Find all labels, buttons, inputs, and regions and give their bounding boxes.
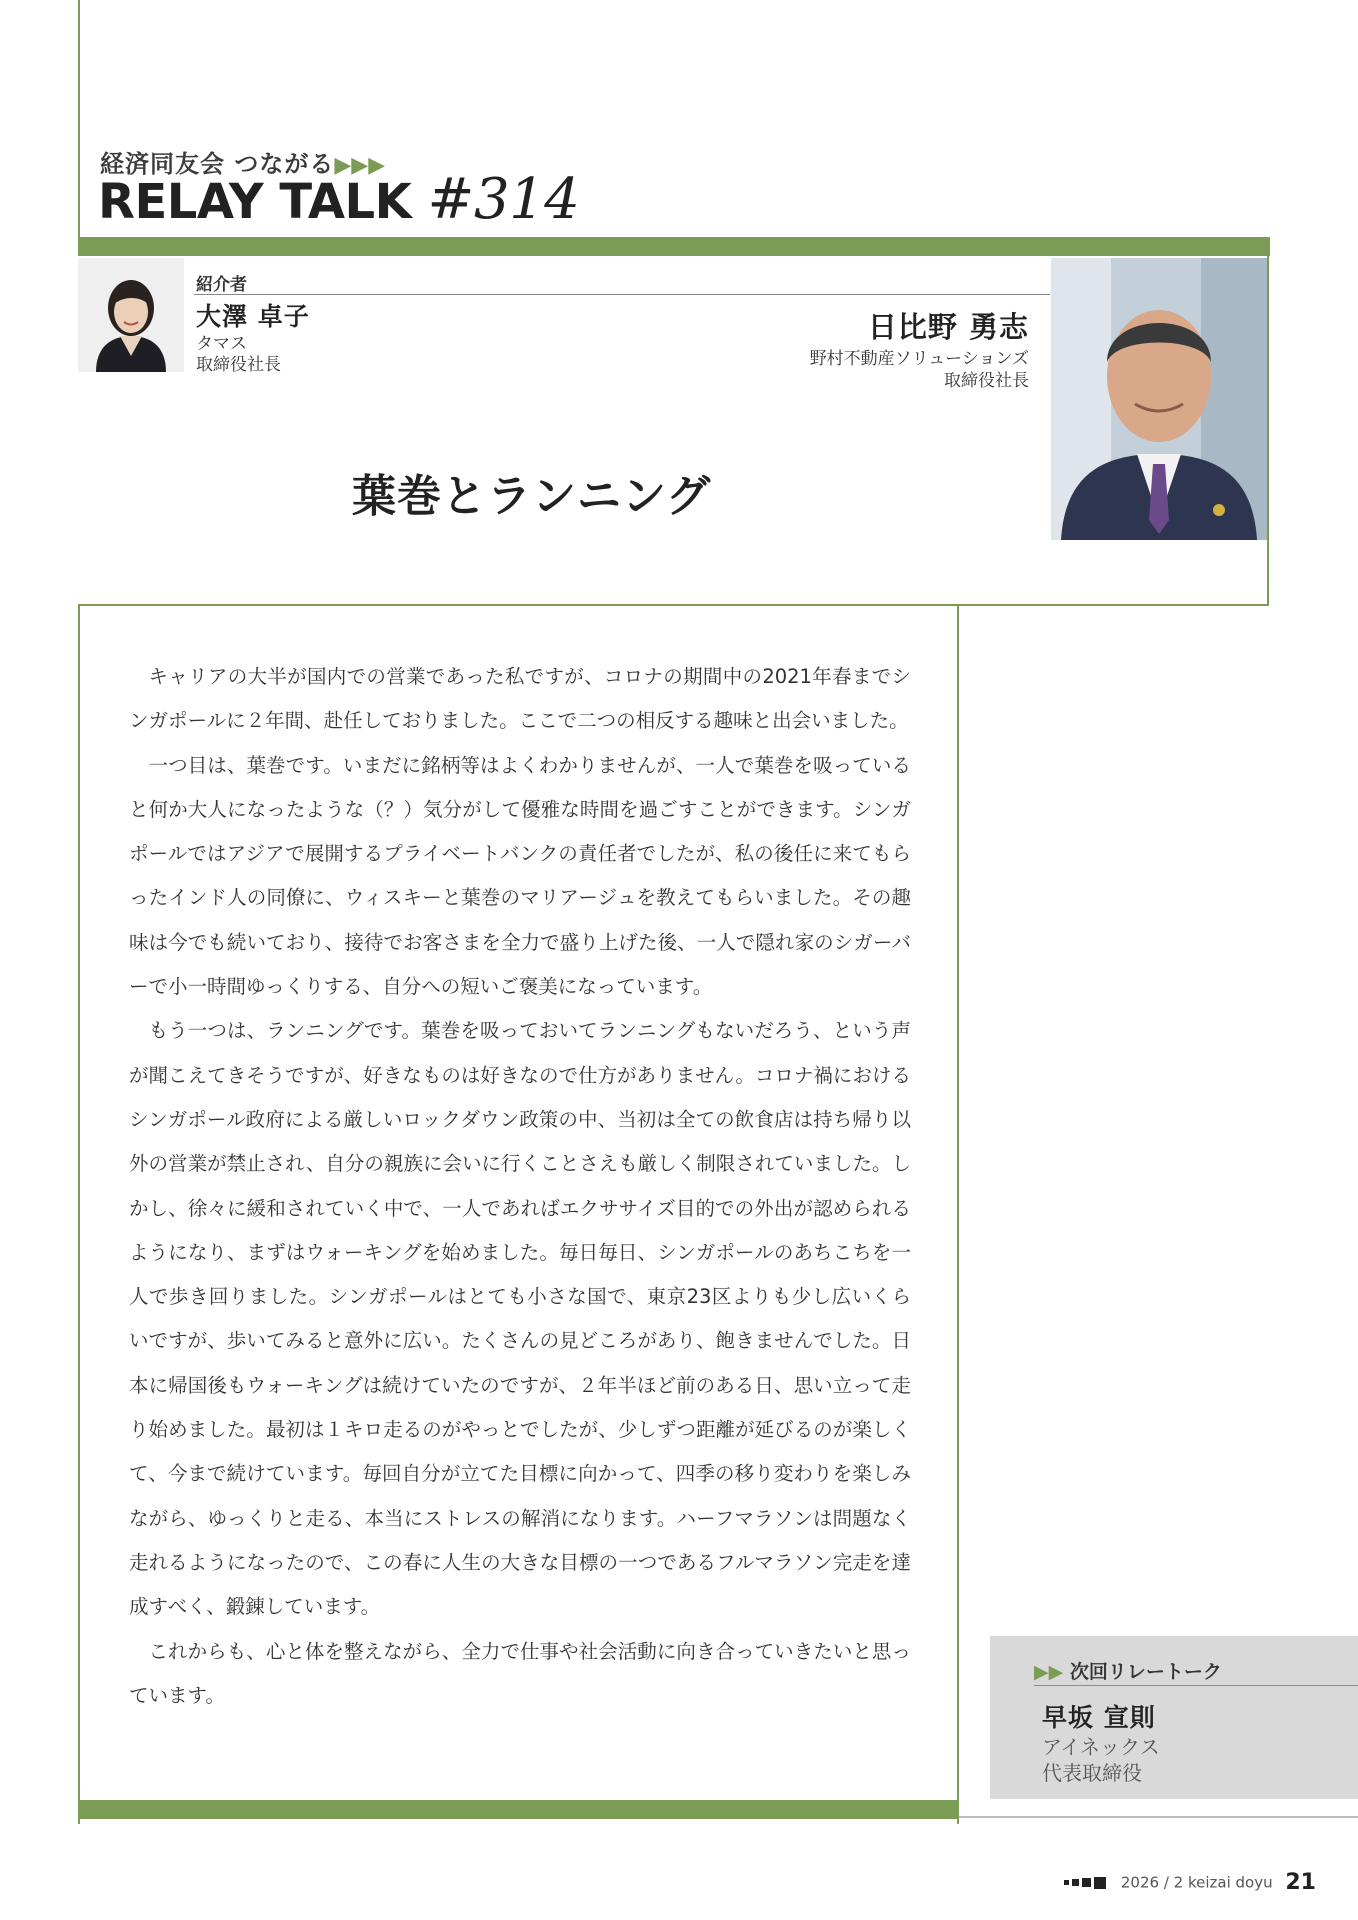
introducer-rule [194,294,1050,295]
article-body [129,655,911,1718]
relay-talk-label: RELAY TALK [98,174,428,230]
introducer-portrait-icon [78,258,184,372]
article-frame-right [957,604,959,1824]
next-relay-rule [1034,1685,1358,1686]
header-frame-line [78,0,80,240]
introducer-affiliation [196,334,281,376]
article-green-bar [78,1800,959,1819]
article-title: 葉巻とランニング [352,471,712,522]
next-relay-affiliation [1042,1734,1160,1786]
article-paragraph: 一つ目は、葉巻です。いまだに銘柄等はよくわかりませんが、一人で葉巻を吸っていると何か大人になったような（？）気分がして優雅な時間を過ごすことができます。シンガポールではアジアで展開するプライベートバンクの責任者でしたが、私の後任に来てもらったインド人の同僚に、ウィスキーと葉巻のマリアージュを教えてもらいました。その趣味は今でも続いており、接待でお客さまを全力で盛り上げた後、一人で隠れ家のシガーバーで小一時間ゆっくりする、自分への短いご褒美になっています。 [129,753,911,999]
header-green-bar [78,237,1270,256]
introducer-name: 大澤 卓子 [196,302,310,331]
footer-square-icon [1072,1879,1079,1886]
series-arrows-icon: ▶▶▶ [334,153,386,178]
bottom-divider [959,1816,1358,1818]
relay-talk-title [98,167,580,232]
featured-name: 日比野 勇志 [867,310,1029,344]
featured-photo [1051,258,1267,540]
article-frame-left [78,604,80,1824]
featured-affiliation [810,348,1029,392]
featured-portrait-icon [1051,258,1267,540]
footer-square-icon [1094,1877,1106,1889]
profile-frame-bottom [78,604,1269,606]
next-relay-label: 次回リレートーク [1069,1661,1222,1683]
article-paragraph: これからも、心と体を整えながら、全力で仕事や社会活動に向き合っていきたいと思っています。 [129,1639,911,1707]
next-relay-heading [1034,1657,1222,1684]
article-paragraph: もう一つは、ランニングです。葉巻を吸っておいてランニングもないだろう、という声が聞こえてきそうですが、好きなものは好きなので仕方がありません。コロナ禍におけるシンガポール政府による厳しいロックダウン政策の中、当初は全ての飲食店は持ち帰り以外の営業が禁止され、自分の親族に会いに行くことさえも厳しく制限されていました。しかし、徐々に緩和されていく中で、一人であればエクササイズ目的での外出が認められるようになり、まずはウォーキングを始めました。毎日毎日、シンガポールのあちこちを一人で歩き回りました。シンガポールはとても小さな国で、東京23区よりも少し広いくらいですが、歩いてみると意外に広い。たくさんの見どころがあり、飽きませんでした。日本に帰国後もウォーキングは続けていたのですが、２年半ほど前のある日、思い立って走り始めました。最初は１キロ走るのがやっとでしたが、少しずつ距離が延びるのが楽しくて、今まで続けています。毎回自分が立てた目標に向かって、四季の移り変わりを楽しみながら、ゆっくりと走る、本当にストレスの解消になります。ハーフマラソンは問題なく走れるようになったので、この春に人生の大きな目標の一つであるフルマラソン完走を達成すべく、鍛錬しています。 [129,1019,911,1619]
series-text: 経済同友会 つながる [100,150,335,178]
introducer-company: タマス [196,334,247,354]
page-number: 21 [1285,1870,1316,1895]
page-footer [1064,1870,1316,1895]
next-relay-position: 代表取締役 [1042,1761,1142,1785]
featured-company: 野村不動産ソリューションズ [809,349,1029,369]
footer-issue: 2026 / 2 keizai doyu [1120,1873,1273,1892]
next-relay-arrows-icon: ▶▶ [1034,1661,1064,1683]
introducer-role: 紹介者 [196,275,247,295]
footer-square-icon [1082,1878,1091,1887]
profile-frame-right [1267,256,1269,606]
featured-position: 取締役社長 [944,371,1029,391]
footer-square-icon [1064,1880,1069,1885]
introducer-photo [78,258,184,372]
article-paragraph: キャリアの大半が国内での営業であった私ですが、コロナの期間中の2021年春までシンガポールに２年間、赴任しておりました。ここで二つの相反する趣味と出会いました。 [129,665,911,733]
relay-talk-number: #314 [427,167,580,232]
introducer-position: 取締役社長 [196,355,281,375]
next-relay-company: アイネックス [1042,1735,1160,1759]
next-relay-name: 早坂 宣則 [1042,1703,1156,1732]
